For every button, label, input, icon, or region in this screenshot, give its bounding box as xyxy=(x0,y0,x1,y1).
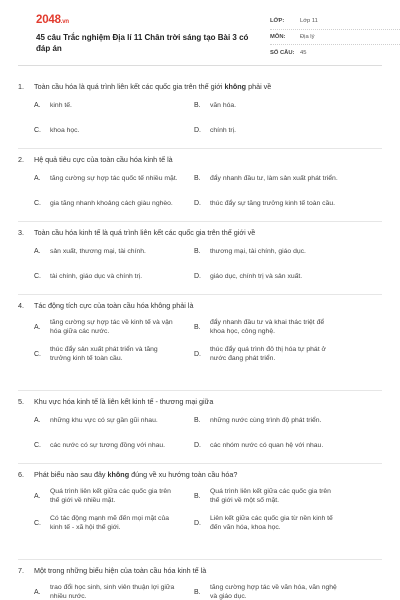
question-number: 6. xyxy=(18,470,24,479)
option-c[interactable] xyxy=(34,199,194,208)
question-emphasis: không xyxy=(224,82,247,91)
question-text xyxy=(18,397,213,406)
option-text-line: nhiều nước. xyxy=(50,593,87,600)
question-7 xyxy=(18,560,382,600)
option-c[interactable] xyxy=(34,345,194,363)
option-letter: D. xyxy=(194,200,201,207)
question-3 xyxy=(18,222,382,295)
question-number: 7. xyxy=(18,566,24,575)
option-text-line: trưởng kinh tế toàn cầu. xyxy=(50,355,123,362)
option-letter: A. xyxy=(34,588,41,596)
question-text-part: phải về xyxy=(246,82,272,91)
option-b[interactable] xyxy=(194,247,354,256)
meta-label: MÔN: xyxy=(270,33,286,40)
option-a[interactable] xyxy=(34,318,194,336)
question-text-part: Khu vực hóa kinh tế là liên kết kinh tế - thương mại giữa xyxy=(34,397,214,406)
question-text xyxy=(18,155,173,164)
option-letter: D. xyxy=(194,442,201,449)
option-text: những khu vực có sự gần gũi nhau. xyxy=(50,417,158,424)
question-text xyxy=(18,82,271,91)
question-text-part: Toàn cầu hóa kinh tế là quá trình liên kết các quốc gia trên thế giới về xyxy=(34,228,256,237)
option-d[interactable] xyxy=(194,441,354,450)
option-text-line: đến văn hóa, khoa học. xyxy=(210,524,281,531)
meta-value: Lớp 11 xyxy=(300,18,318,25)
question-number: 2. xyxy=(18,155,24,164)
option-c[interactable] xyxy=(34,272,194,281)
option-text-line: thế giới về nhiều mặt. xyxy=(50,497,116,504)
option-b[interactable] xyxy=(194,101,354,110)
option-letter: A. xyxy=(34,102,41,109)
option-b[interactable] xyxy=(194,416,354,425)
option-d[interactable] xyxy=(194,126,354,135)
question-number: 5. xyxy=(18,397,24,406)
option-text xyxy=(50,583,174,600)
option-text: những nước cùng trình độ phát triển. xyxy=(210,417,322,424)
option-text-line: tăng cường sự hợp tác về kinh tế và vận xyxy=(50,319,173,326)
option-d[interactable] xyxy=(194,514,354,532)
question-number: 1. xyxy=(18,82,24,91)
option-d[interactable] xyxy=(194,199,354,208)
option-a[interactable] xyxy=(34,101,194,110)
meta-value: Địa lý xyxy=(300,33,315,40)
logo-text: 2048 xyxy=(36,14,61,26)
question-text xyxy=(18,566,206,575)
question-text xyxy=(18,228,255,237)
option-letter: C. xyxy=(34,519,41,527)
option-letter: C. xyxy=(34,442,41,449)
meta-row-subject xyxy=(270,30,400,46)
option-text xyxy=(210,583,337,600)
option-b[interactable] xyxy=(194,318,354,336)
option-text xyxy=(210,487,331,505)
option-text xyxy=(50,514,169,532)
question-text-part: đúng về xu hướng toàn cầu hóa? xyxy=(129,470,238,479)
option-text xyxy=(50,345,158,363)
option-letter: B. xyxy=(194,175,201,182)
option-text xyxy=(210,318,324,336)
option-text: khoa học. xyxy=(50,127,80,134)
option-text: tài chính, giáo dục và chính trị. xyxy=(50,273,143,280)
question-4 xyxy=(18,295,382,391)
option-text-line: và giáo dục. xyxy=(210,593,247,600)
option-text-line: nước đang phát triển. xyxy=(210,355,276,362)
option-text: tăng cường sự hợp tác quốc tế nhiều mặt. xyxy=(50,175,178,182)
option-b[interactable] xyxy=(194,583,354,600)
option-text-line: đẩy nhanh đầu tư và khai thác triệt để xyxy=(210,319,325,326)
option-text: văn hóa. xyxy=(210,102,237,109)
question-text-part: Tác động tích cực của toàn cầu hóa không phải là xyxy=(34,301,194,310)
option-letter: C. xyxy=(34,127,41,134)
logo-suffix: .vn xyxy=(60,19,69,25)
option-letter: B. xyxy=(194,588,201,596)
option-text-line: Quá trình liên kết giữa các quốc gia trên xyxy=(210,488,331,495)
option-letter: C. xyxy=(34,273,41,280)
option-text: giáo dục, chính trị và sản xuất. xyxy=(210,273,303,280)
option-letter: A. xyxy=(34,492,41,500)
option-text: gia tăng nhanh khoảng cách giàu nghèo. xyxy=(50,200,173,207)
option-text-line: Quá trình liên kết giữa các quốc gia trên xyxy=(50,488,171,495)
option-letter: A. xyxy=(34,175,41,182)
meta-value: 45 xyxy=(300,49,307,56)
option-letter: B. xyxy=(194,248,201,255)
option-a[interactable] xyxy=(34,174,194,183)
option-a[interactable] xyxy=(34,247,194,256)
option-letter: C. xyxy=(34,200,41,207)
meta-row-class xyxy=(270,14,400,30)
option-letter: D. xyxy=(194,519,201,527)
option-text xyxy=(210,345,326,363)
option-text xyxy=(210,514,333,532)
option-a[interactable] xyxy=(34,487,194,505)
question-text xyxy=(18,470,237,479)
option-c[interactable] xyxy=(34,126,194,135)
option-a[interactable] xyxy=(34,416,194,425)
question-emphasis: không xyxy=(107,470,130,479)
option-c[interactable] xyxy=(34,441,194,450)
option-text-line: kinh tế - xã hội thế giới. xyxy=(50,524,121,531)
option-letter: D. xyxy=(194,273,201,280)
option-text-line: thúc đẩy sản xuất phát triển và tăng xyxy=(50,346,158,353)
option-letter: D. xyxy=(194,127,201,134)
option-text-line: trao đổi học sinh, sinh viên thuận lợi giữa xyxy=(50,584,175,591)
question-text-part: Phát biểu nào sau đây xyxy=(34,470,108,479)
option-letter: B. xyxy=(194,417,201,424)
option-letter: A. xyxy=(34,417,41,424)
site-logo[interactable] xyxy=(36,14,69,26)
option-text-line: Liên kết giữa các quốc gia từ nền kinh tế xyxy=(210,515,333,522)
page-title: 45 câu Trắc nghiệm Địa lí 11 Chân trời sáng tạo Bài 3 có đáp án xyxy=(36,33,249,53)
option-b[interactable] xyxy=(194,487,354,505)
option-text: thương mại, tài chính, giáo dục. xyxy=(210,248,306,255)
question-text-part: Toàn cầu hóa là quá trình liên kết các quốc gia trên thế giới xyxy=(34,82,225,91)
option-text: các nước có sự tương đồng với nhau. xyxy=(50,442,166,449)
option-text: các nhóm nước có quan hệ với nhau. xyxy=(210,442,324,449)
option-letter: A. xyxy=(34,323,41,331)
page-header xyxy=(18,0,382,66)
option-text: kinh tế. xyxy=(50,102,72,109)
option-text-line: khoa học, công nghệ. xyxy=(210,328,275,335)
option-text: chính trị. xyxy=(210,127,237,134)
meta-label: LỚP: xyxy=(270,18,285,25)
question-6 xyxy=(18,464,382,560)
option-text-line: Có tác động mạnh mẽ đến mọi mặt của xyxy=(50,515,170,522)
option-text: sản xuất, thương mại, tài chính. xyxy=(50,248,146,255)
option-text-line: hóa giữa các nước. xyxy=(50,328,110,335)
option-letter: B. xyxy=(194,492,201,500)
question-number: 3. xyxy=(18,228,24,237)
option-c[interactable] xyxy=(34,514,194,532)
question-2 xyxy=(18,149,382,222)
option-text-line: thúc đẩy quá trình đô thị hóa tự phát ở xyxy=(210,346,326,353)
meta-label: SỐ CÂU: xyxy=(270,49,295,56)
option-letter: C. xyxy=(34,350,41,358)
option-text xyxy=(50,318,173,336)
option-letter: B. xyxy=(194,323,201,331)
question-number: 4. xyxy=(18,301,24,310)
option-text: đẩy nhanh đầu tư, làm sản xuất phát triển. xyxy=(210,175,338,182)
question-text xyxy=(18,301,193,310)
question-text-part: Hệ quả tiêu cực của toàn cầu hóa kinh tế là xyxy=(34,155,173,164)
meta-row-count xyxy=(270,45,400,61)
option-text: thúc đẩy sự tăng trưởng kinh tế toàn cầu. xyxy=(210,200,336,207)
option-text-line: tăng cường hợp tác về văn hóa, văn nghệ xyxy=(210,584,337,591)
option-d[interactable] xyxy=(194,272,354,281)
option-d[interactable] xyxy=(194,345,354,363)
option-letter: A. xyxy=(34,248,41,255)
option-b[interactable] xyxy=(194,174,354,183)
option-letter: D. xyxy=(194,350,201,358)
option-text xyxy=(50,487,171,505)
question-5 xyxy=(18,391,382,464)
question-text-part: Một trong những biểu hiện của toàn cầu hóa kinh tế là xyxy=(34,566,207,575)
option-a[interactable] xyxy=(34,583,194,600)
option-letter: B. xyxy=(194,102,201,109)
meta-table xyxy=(270,14,400,61)
question-1 xyxy=(18,76,382,149)
option-text-line: thế giới về một số mặt. xyxy=(210,497,280,504)
